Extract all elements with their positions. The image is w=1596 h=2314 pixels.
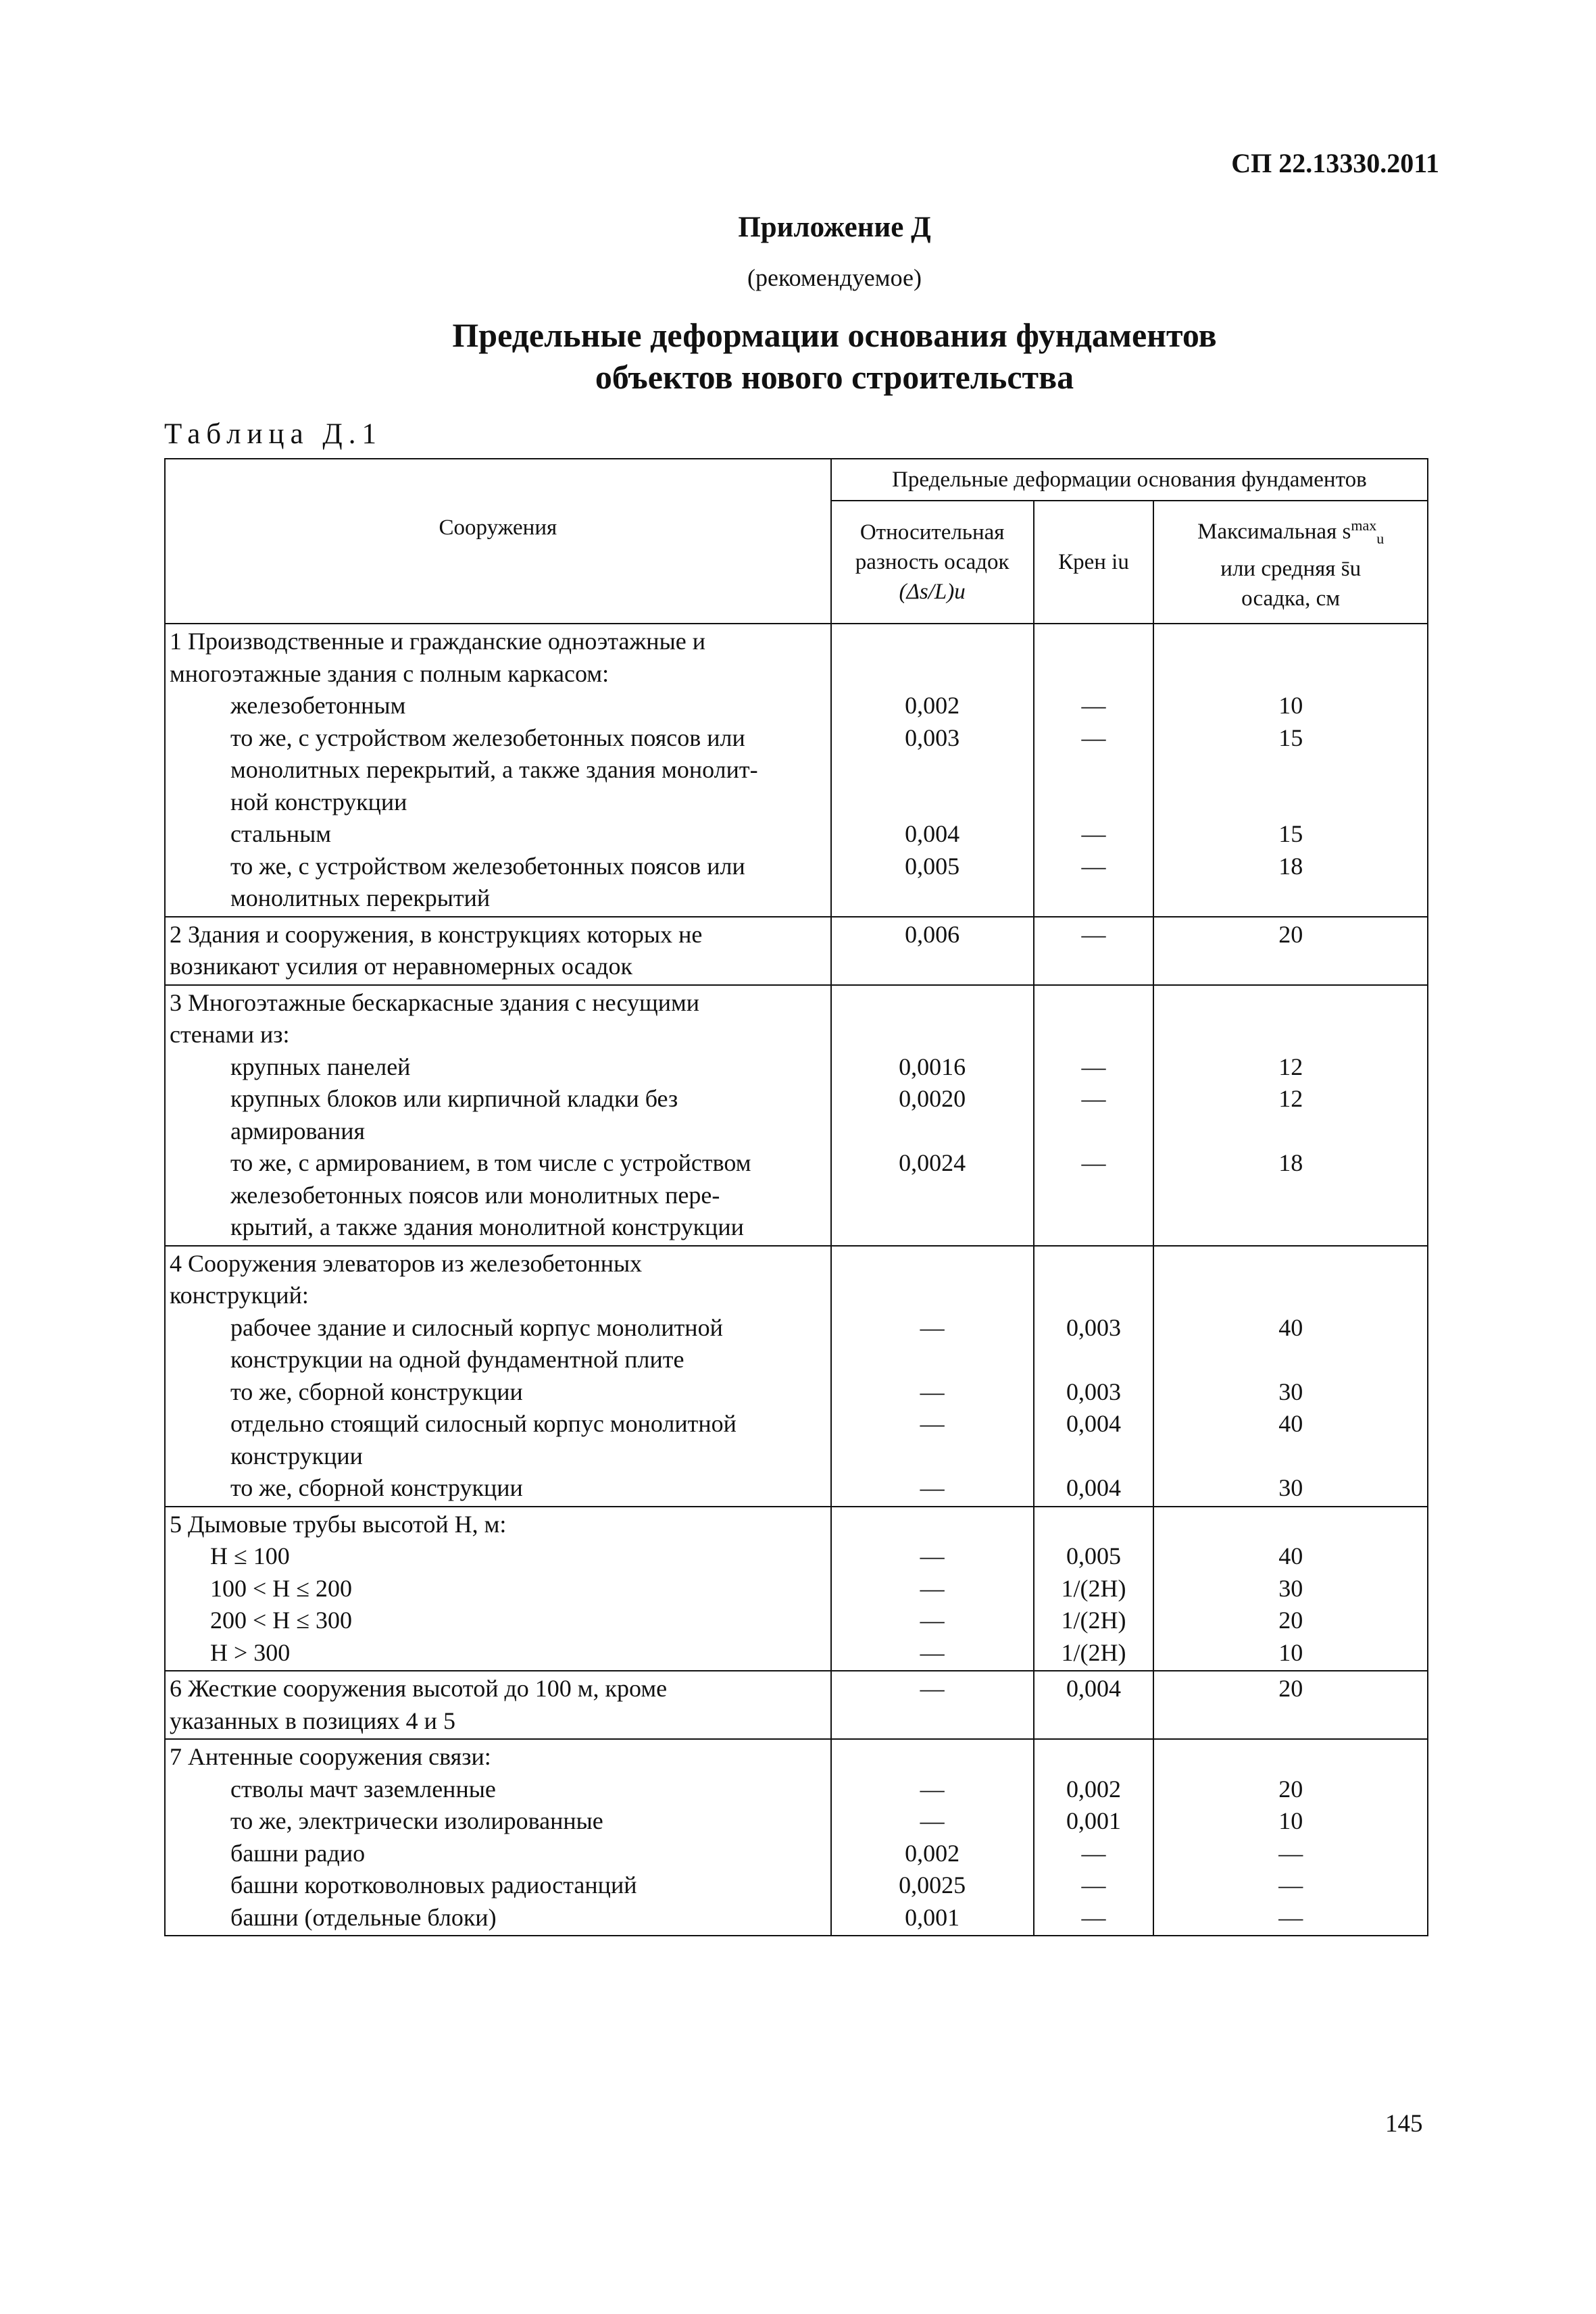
standard-code: СП 22.13330.2011 [1231, 148, 1439, 178]
relative-settlement-cell [831, 985, 1034, 1246]
value: — [920, 1607, 945, 1634]
value: — [1081, 852, 1106, 880]
value: 18 [1278, 1149, 1303, 1176]
value [1034, 1741, 1153, 1774]
value: 15 [1278, 820, 1303, 847]
value: — [920, 1410, 945, 1437]
value: — [920, 1474, 945, 1501]
value: 0,0024 [899, 1149, 966, 1176]
structure-description [165, 624, 831, 917]
value: — [1278, 1871, 1303, 1898]
value: 10 [1278, 1807, 1303, 1834]
value [1154, 1509, 1427, 1541]
relative-settlement-cell [831, 1507, 1034, 1671]
tilt-cell [1034, 917, 1154, 985]
value: 20 [1278, 1607, 1303, 1634]
table-caption: Таблица Д.1 [164, 418, 382, 450]
text-line: железобетонных поясов или монолитных пере- [230, 1181, 720, 1209]
value: 20 [1278, 920, 1303, 948]
value: — [1081, 1053, 1106, 1080]
value [1154, 1248, 1427, 1280]
value: — [1278, 1903, 1303, 1931]
value: 0,0016 [899, 1053, 966, 1080]
text-line: стволы мачт заземленные [230, 1775, 496, 1803]
text-line: то же, сборной конструкции [230, 1378, 523, 1405]
value [1154, 626, 1427, 658]
value: 0,002 [905, 1839, 960, 1867]
value [1034, 1344, 1153, 1376]
value [1034, 754, 1153, 786]
text-line: стенами из: [170, 1021, 290, 1048]
value [1034, 987, 1153, 1020]
value [832, 1509, 1033, 1541]
max-settlement-cell [1153, 917, 1428, 985]
value [832, 1280, 1033, 1312]
text-line: 4 Сооружения элеваторов из железобетонных [170, 1249, 643, 1277]
value [1154, 754, 1427, 786]
header-tilt: Крен iu [1034, 501, 1154, 624]
value: 10 [1278, 692, 1303, 719]
value [1034, 626, 1153, 658]
value [1154, 1280, 1427, 1312]
value [1034, 882, 1153, 915]
value [1154, 1440, 1427, 1473]
value: — [1081, 1871, 1106, 1898]
appendix-title: Приложение Д [738, 211, 931, 243]
table-row [165, 1671, 1428, 1739]
text-line: ной конструкции [230, 788, 407, 815]
structure-description [165, 1671, 831, 1739]
table-row [165, 917, 1428, 985]
value: 40 [1278, 1410, 1303, 1437]
text-line: монолитных перекрытий, а также здания монолит- [230, 756, 758, 783]
text-line: многоэтажные здания с полным каркасом: [170, 659, 609, 687]
text-line: стальным [230, 820, 332, 847]
structure-description [165, 1507, 831, 1671]
value: 0,003 [1066, 1313, 1121, 1341]
heading-line-2: объектов нового строительства [595, 358, 1074, 396]
value: 0,002 [1066, 1775, 1121, 1803]
text-line: крытий, а также здания монолитной конструкции [230, 1213, 744, 1240]
value [832, 987, 1033, 1020]
value: — [1081, 920, 1106, 948]
tilt-cell [1034, 624, 1154, 917]
text-line: то же, сборной конструкции [230, 1474, 523, 1501]
value [1034, 1280, 1153, 1312]
value: — [1081, 724, 1106, 751]
header-relative-settlement: Относительная разность осадок (Δs/L)u [831, 501, 1034, 624]
value [1154, 658, 1427, 690]
value [832, 1180, 1033, 1212]
value [1034, 1440, 1153, 1473]
value: — [920, 1574, 945, 1602]
value [1034, 1115, 1153, 1148]
value: 0,0020 [899, 1085, 966, 1112]
value [1154, 1180, 1427, 1212]
value: — [1081, 692, 1106, 719]
relative-settlement-cell [831, 1739, 1034, 1936]
value: 0,003 [905, 724, 960, 751]
value: — [1081, 1085, 1106, 1112]
text-line: то же, с армированием, в том числе с устройством [230, 1149, 751, 1176]
table-header-row-1 [165, 459, 1428, 501]
value: 1/(2H) [1061, 1574, 1126, 1602]
value [832, 1019, 1033, 1051]
text-line: возникают усилия от неравномерных осадок [170, 953, 632, 980]
value [1154, 1019, 1427, 1051]
value [1154, 1211, 1427, 1244]
text-line: 100 < H ≤ 200 [210, 1574, 353, 1602]
tilt-cell [1034, 985, 1154, 1246]
max-settlement-cell [1153, 985, 1428, 1246]
table-row [165, 1507, 1428, 1671]
text-line: конструкций: [170, 1282, 309, 1309]
text-line: монолитных перекрытий [230, 884, 491, 911]
value: 0,003 [1066, 1378, 1121, 1405]
text-line: H ≤ 100 [210, 1542, 290, 1569]
value: 0,004 [905, 820, 960, 847]
heading-line-1: Предельные деформации основания фундаментов [452, 316, 1217, 354]
value [1154, 882, 1427, 915]
tilt-cell [1034, 1246, 1154, 1507]
value [1034, 1509, 1153, 1541]
structure-description [165, 1739, 831, 1936]
value: 20 [1278, 1675, 1303, 1702]
text-line: башни (отдельные блоки) [230, 1903, 497, 1931]
structure-description [165, 985, 831, 1246]
value: 0,001 [1066, 1807, 1121, 1834]
value: 12 [1278, 1085, 1303, 1112]
value [832, 1741, 1033, 1774]
value: — [1081, 1839, 1106, 1867]
value [832, 626, 1033, 658]
page-number: 145 [1385, 2110, 1423, 2138]
text-line: крупных блоков или кирпичной кладки без [230, 1085, 678, 1112]
value: 0,004 [1066, 1410, 1121, 1437]
deformation-table [164, 458, 1428, 1936]
relative-settlement-cell [831, 917, 1034, 985]
value: 0,002 [905, 692, 960, 719]
text-line: башни коротковолновых радиостанций [230, 1871, 637, 1898]
text-line: армирования [230, 1117, 366, 1145]
value: — [920, 1675, 945, 1702]
value [832, 658, 1033, 690]
value: 0,006 [905, 920, 960, 948]
value: 40 [1278, 1542, 1303, 1569]
text-line: 5 Дымовые трубы высотой H, м: [170, 1510, 507, 1538]
relative-settlement-cell [831, 1246, 1034, 1507]
value [1154, 1344, 1427, 1376]
relative-settlement-cell [831, 1671, 1034, 1739]
appendix-subtitle: (рекомендуемое) [747, 264, 922, 291]
value [1034, 786, 1153, 819]
value [1034, 1248, 1153, 1280]
value: 30 [1278, 1378, 1303, 1405]
text-line: отдельно стоящий силосный корпус монолитной [230, 1410, 737, 1437]
value: 0,004 [1066, 1474, 1121, 1501]
value: — [920, 1638, 945, 1666]
value: 0,005 [1066, 1542, 1121, 1569]
tilt-cell [1034, 1739, 1154, 1936]
text-line: то же, с устройством железобетонных поясов или [230, 724, 745, 751]
text-line: железобетонным [230, 692, 406, 719]
value: 0,0025 [899, 1871, 966, 1898]
value: — [920, 1313, 945, 1341]
value: — [1081, 820, 1106, 847]
text-line: то же, электрически изолированные [230, 1807, 603, 1834]
value: 1/(2H) [1061, 1638, 1126, 1666]
text-line: башни радио [230, 1839, 366, 1867]
value: — [920, 1542, 945, 1569]
value: 40 [1278, 1313, 1303, 1341]
value: 0,001 [905, 1903, 960, 1931]
text-line: H > 300 [210, 1638, 291, 1666]
text-line: 6 Жесткие сооружения высотой до 100 м, кроме [170, 1675, 668, 1702]
value [1034, 658, 1153, 690]
value [1154, 987, 1427, 1020]
max-settlement-cell [1153, 1507, 1428, 1671]
value: — [1081, 1903, 1106, 1931]
value [832, 1248, 1033, 1280]
value: 20 [1278, 1775, 1303, 1803]
value: 15 [1278, 724, 1303, 751]
value [1034, 1211, 1153, 1244]
value [832, 1211, 1033, 1244]
text-line: конструкции [230, 1442, 363, 1469]
tilt-cell [1034, 1507, 1154, 1671]
value: 12 [1278, 1053, 1303, 1080]
value: — [1278, 1839, 1303, 1867]
text-line: 200 < H ≤ 300 [210, 1607, 353, 1634]
table-row [165, 1246, 1428, 1507]
value [1154, 786, 1427, 819]
max-settlement-cell [1153, 1671, 1428, 1739]
table-row [165, 624, 1428, 917]
text-line: то же, с устройством железобетонных поясов или [230, 852, 745, 880]
value: 30 [1278, 1574, 1303, 1602]
value: — [1081, 1149, 1106, 1176]
header-max-settlement: Максимальная $s^{max}_u$ или средняя s̄u осадка, см [1153, 501, 1428, 624]
value [832, 882, 1033, 915]
relative-settlement-cell [831, 624, 1034, 917]
value [832, 1344, 1033, 1376]
text-line: 1 Производственные и гражданские одноэтажные и [170, 628, 706, 655]
text-line: 3 Многоэтажные бескаркасные здания с несущими [170, 988, 700, 1016]
document-heading [159, 314, 1510, 398]
value: 0,005 [905, 852, 960, 880]
value: — [920, 1775, 945, 1803]
value: 30 [1278, 1474, 1303, 1501]
value: 10 [1278, 1638, 1303, 1666]
value [1154, 1741, 1427, 1774]
value: 18 [1278, 852, 1303, 880]
table-row [165, 985, 1428, 1246]
max-settlement-cell [1153, 1246, 1428, 1507]
header-structures: Сооружения [165, 459, 831, 624]
value [832, 754, 1033, 786]
structure-description [165, 1246, 831, 1507]
header-limit-deformations: Предельные деформации основания фундаментов [831, 459, 1428, 501]
tilt-cell [1034, 1671, 1154, 1739]
text-line: 2 Здания и сооружения, в конструкциях которых не [170, 920, 703, 948]
value: — [920, 1807, 945, 1834]
table-row [165, 1739, 1428, 1936]
value: 0,004 [1066, 1675, 1121, 1702]
value [832, 1115, 1033, 1148]
max-settlement-cell [1153, 1739, 1428, 1936]
structure-description [165, 917, 831, 985]
value [1034, 1180, 1153, 1212]
max-settlement-cell [1153, 624, 1428, 917]
value [832, 786, 1033, 819]
value: — [920, 1378, 945, 1405]
text-line: указанных в позициях 4 и 5 [170, 1707, 455, 1734]
text-line: 7 Антенные сооружения связи: [170, 1743, 491, 1770]
text-line: конструкции на одной фундаментной плите [230, 1346, 684, 1373]
text-line: крупных панелей [230, 1053, 411, 1080]
value [1034, 1019, 1153, 1051]
value: 1/(2H) [1061, 1607, 1126, 1634]
value [1154, 1115, 1427, 1148]
text-line: рабочее здание и силосный корпус монолитной [230, 1313, 723, 1341]
value [832, 1440, 1033, 1473]
